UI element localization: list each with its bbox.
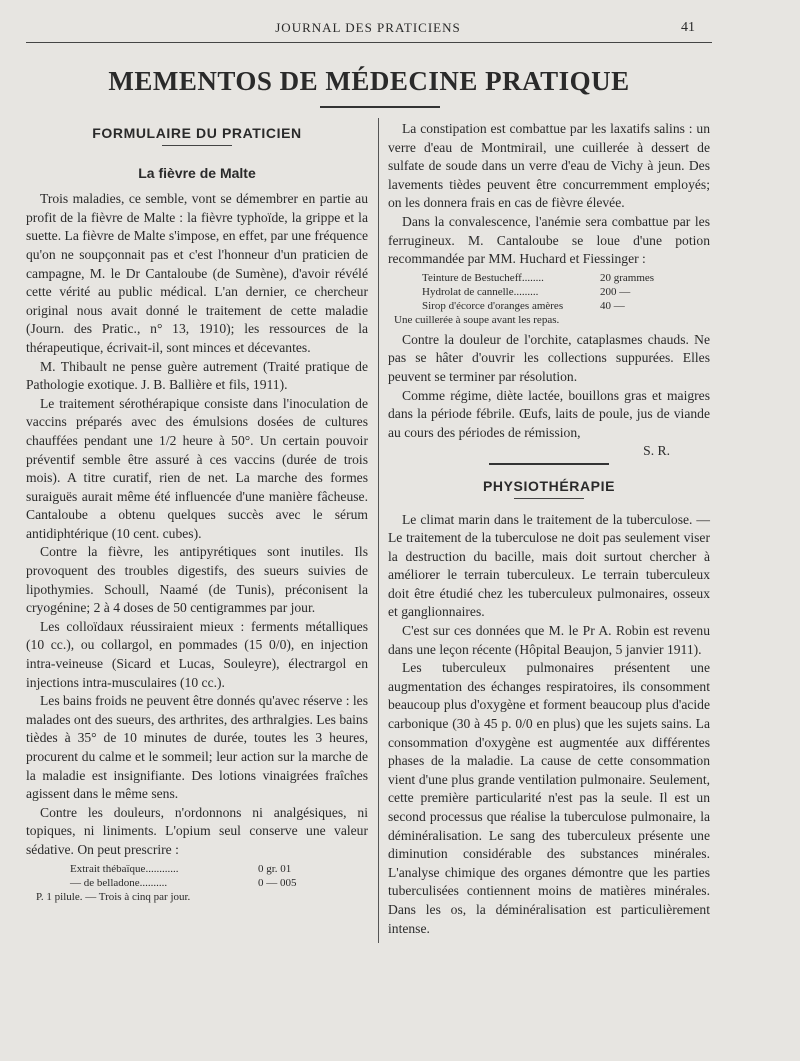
- prescription-row: [422, 271, 710, 285]
- paragraph: M. Thibault ne pense guère autrement (Traité pratique de Pathologie exotique. J. B. Ballière et fils, 1911).: [26, 358, 368, 393]
- running-header: JOURNAL DES PRATICIENS: [275, 20, 461, 35]
- prescription-potion: [388, 271, 710, 327]
- ingredient-name: Hydrolat de cannelle.........: [422, 285, 539, 298]
- ingredient-quantity: 0 — 005: [258, 876, 297, 889]
- prescription-row: [70, 862, 368, 876]
- article-title: La fièvre de Malte: [138, 164, 256, 181]
- ingredient-name: — de belladone..........: [70, 876, 168, 889]
- ingredient-quantity: 200 —: [600, 285, 631, 298]
- paragraph: Les tuberculeux pulmonaires présentent une augmentation des échanges respiratoires, ils consomment beaucoup plus d'oxygène et forment beaucoup plus d'acide carbonique (30 à 45 p. 0/0 en plus) que les sujets sains. La consommation d'oxygène est augmentée aux différentes phases de la maladie. La cause de cette consommation vient d'une plus grande ventilation pulmonaire. Seulement, cette première particularité n'est pas la seule. Il est un second processus que réalise la tuberculose pulmonaire, la déminéralisation. Le sang des tuberculeux présente une diminution considérable des substances minérales. L'analyse chimique des organes démontre que les parties tuberculisées contiennent moins de matières minérales. Dans les os, la déminéralisation est particulièrement intense.: [388, 660, 710, 936]
- paragraph: Contre la fièvre, les antipyrétiques sont inutiles. Ils provoquent des troubles digestifs, des sueurs suivies de lipothymies. Schoull, Naamé (de Tunis), préconisent la cryogénine; 2 à 4 doses de 50 centigrammes par jour.: [26, 544, 368, 616]
- title-rule: [320, 106, 440, 108]
- section-title-physiotherapie: PHYSIOTHÉRAPIE: [482, 477, 616, 494]
- section-rule: [489, 463, 609, 465]
- paragraph: Contre les douleurs, n'ordonnons ni analgésiques, ni topiques, ni liniments. L'opium seul conserve une valeur sédative. On peut prescrire :: [26, 804, 368, 857]
- prescription-row: [70, 876, 368, 890]
- paragraph: Dans la convalescence, l'anémie sera combattue par les ferrugineux. M. Cantaloube se loue d'une potion recommandée par MM. Huchard et Fiessinger :: [388, 213, 710, 267]
- section-title-formulaire: FORMULAIRE DU PRATICIEN: [92, 125, 302, 141]
- left-column: [26, 120, 368, 908]
- section-rule: [162, 145, 232, 146]
- ingredient-quantity: 20 grammes: [600, 271, 655, 284]
- paragraph: La constipation est combattue par les laxatifs salins : un verre d'eau de Montmirail, une cuillerée à dessert de sulfate de soude dans un verre d'eau de Vichy à jeun. Des lavements tièdes peuvent être concurremment employés; on les donnera frais en cas de fièvre élevée.: [388, 121, 710, 211]
- paragraph: Les colloïdaux réussiraient mieux : ferments métalliques (10 cc.), ou collargol, en pommades (15 0/0), en injection intra-veineuse (Sicard et Lucas, Souleyre), électrargol en injections intra-musculaires (10 cc.).: [26, 618, 368, 690]
- main-title: MEMENTOS DE MÉDECINE PRATIQUE: [108, 66, 630, 96]
- page-number: 41: [681, 20, 695, 35]
- ingredient-name: Extrait thébaïque............: [70, 862, 179, 875]
- section-rule: [514, 498, 584, 499]
- header-rule: [26, 42, 712, 43]
- paragraph: Le climat marin dans le traitement de la tuberculose. — Le traitement de la tuberculose ne doit pas seulement viser la destruction du bacille, mais doit surtout chercher à améliorer le terrain tuberculeux. Le terrain tuberculeux doit être étudié chez les tuberculeux pulmonaires, osseux et ganglionnaires.: [388, 511, 710, 620]
- paragraph: Les bains froids ne peuvent être donnés qu'avec réserve : les malades ont des sueurs, des arthrites, des arthralgies. Les bains tièdes à 35° de 10 minutes de durée, toutes les 3 heures, procurent du calme et le sommeil; leur action sur la marche de la maladie est insignifiante. Des lotions vinaigrées fraîches agissent dans le même sens.: [26, 693, 369, 802]
- ingredient-quantity: 40 —: [600, 299, 625, 312]
- column-divider: [378, 118, 379, 943]
- prescription-instruction: Une cuillerée à soupe avant les repas.: [394, 313, 560, 326]
- paragraph: Trois maladies, ce semble, vont se démembrer en partie au profit de la fièvre de Malte : la fièvre typhoïde, la grippe et la suette. La fièvre de Malte s'impose, en effet, par une fréquence qu'on ne soupçonnait pas et c'est l'honneur d'un praticien de campagne, M. le Dr Cantaloube (de Sumène), d'avoir révélé cette vérité au public médical. L'an dernier, ce chercheur original nous avait donné le traitement de cette maladie (Journ. des Pratic., n° 13, 1910); les ressources de la thérapeutique, écrivait-il, sont minces et décevantes.: [26, 191, 368, 355]
- paragraph: Contre la douleur de l'orchite, cataplasmes chauds. Ne pas se hâter d'ouvrir les collections suppurées. Elles peuvent se terminer par résolution.: [388, 331, 710, 384]
- prescription-row: [422, 299, 710, 313]
- ingredient-name: Teinture de Bestucheff........: [422, 271, 544, 284]
- ingredient-name: Sirop d'écorce d'oranges amères: [422, 299, 564, 312]
- signature-line: [388, 442, 710, 461]
- signature: S. R.: [643, 443, 670, 459]
- ingredient-quantity: 0 gr. 01: [258, 862, 292, 875]
- paragraph: C'est sur ces données que M. le Pr A. Robin est revenu dans une leçon récente (Hôpital Beaujon, 5 janvier 1911).: [388, 623, 710, 657]
- prescription-row: [422, 285, 710, 299]
- prescription-instruction: P. 1 pilule. — Trois à cinq par jour.: [36, 890, 191, 903]
- paragraph: Le traitement sérothérapique consiste dans l'inoculation de vaccins préparés avec des émulsions dosées de cultures chauffées pendant une 1/2 heure à 50°. Un certain pouvoir préventif semble être assuré à ces vaccins (durée de trois mois). A titre curatif, rien de net. La marche des formes suraiguës aurait même été influencée d'une manière fâcheuse. Cantaloube a obtenu quelques succès avec le sérum antidiphtérique (10 cent. cubes).: [26, 395, 368, 541]
- prescription-opium: [26, 862, 368, 904]
- right-column: [388, 120, 710, 938]
- paragraph: Comme régime, diète lactée, bouillons gras et maigres dans la période fébrile. Œufs, laits de poule, jus de viande au cours des périodes de rémission,: [388, 387, 710, 440]
